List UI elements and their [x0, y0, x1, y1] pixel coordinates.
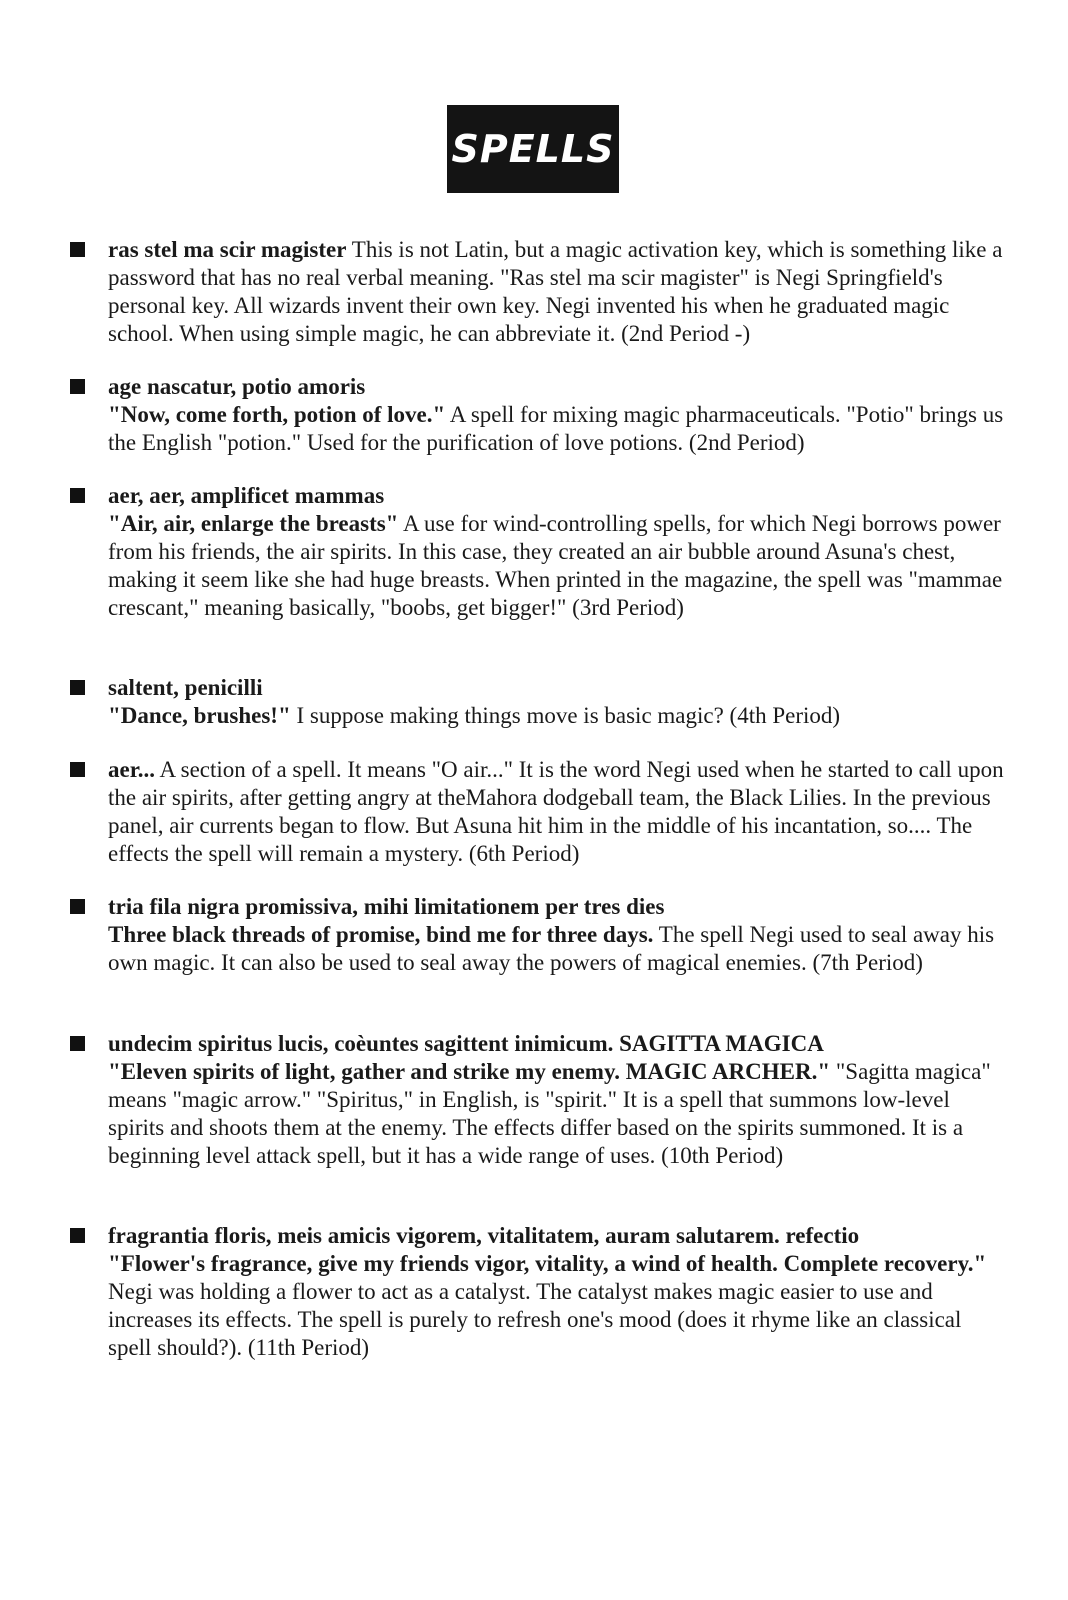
- spell-entry-body: [108, 236, 1008, 348]
- square-bullet-icon: [70, 762, 85, 777]
- spell-entry-body: [108, 893, 1008, 977]
- spell-translation: "Now, come forth, potion of love.": [108, 402, 446, 427]
- spell-description: A use for wind-controlling spells, for which Negi borrows power from his friends, the air spirits. In this case, they created an air bubble around Asuna's chest, making it seem like she had huge breasts. When printed in the magazine, the spell was "mammae crescant," meaning basically, "boobs, get bigger!" (3rd Period): [108, 511, 1003, 620]
- spell-entry-body: [108, 1030, 1008, 1170]
- square-bullet-icon: [70, 1228, 85, 1243]
- spell-description: I suppose making things move is basic magic? (4th Period): [296, 703, 841, 728]
- spell-term: ras stel ma scir magister: [108, 237, 347, 262]
- spell-translation: "Eleven spirits of light, gather and strike my enemy. MAGIC ARCHER.": [108, 1059, 831, 1084]
- page-title: SPELLS: [451, 127, 615, 171]
- spell-term: tria fila nigra promissiva, mihi limitationem per tres dies: [108, 894, 665, 919]
- spell-description: Negi was holding a flower to act as a catalyst. The catalyst makes magic easier to use and increases its effects. The spell is purely to refresh one's mood (does it rhyme like an classical spell should?). (11th Period): [108, 1279, 962, 1360]
- square-bullet-icon: [70, 680, 85, 695]
- spell-translation: Three black threads of promise, bind me for three days.: [108, 922, 654, 947]
- spell-description: This is not Latin, but a magic activation key, which is something like a password that has no real verbal meaning. "Ras stel ma scir magister" is Negi Springfield's personal key. All wizards invent their own key. Negi invented his when he graduated magic school. When using simple magic, he can abbreviate it. (2nd Period -): [108, 237, 1003, 346]
- spell-description: "Sagitta magica" means "magic arrow." "Spiritus," in English, is "spirit." It is a spell that summons low-level spirits and shoots them at the enemy. The effects differ based on the spirits summoned. It is a beginning level attack spell, but it has a wide range of uses. (10th Period): [108, 1059, 991, 1168]
- spell-entry-body: [108, 1222, 1008, 1362]
- spell-translation: "Air, air, enlarge the breasts": [108, 511, 399, 536]
- spell-entry-body: [108, 482, 1008, 622]
- spell-term: age nascatur, potio amoris: [108, 374, 366, 399]
- square-bullet-icon: [70, 1036, 85, 1051]
- spell-term: aer, aer, amplificet mammas: [108, 483, 385, 508]
- square-bullet-icon: [70, 242, 85, 257]
- spell-description: The spell Negi used to seal away his own magic. It can also be used to seal away the powers of magical enemies. (7th Period): [108, 922, 995, 975]
- spell-entry-body: [108, 756, 1008, 868]
- spell-term: saltent, penicilli: [108, 675, 263, 700]
- square-bullet-icon: [70, 899, 85, 914]
- spell-translation: "Flower's fragrance, give my friends vigor, vitality, a wind of health. Complete recovery.": [108, 1251, 987, 1276]
- spell-description: A spell for mixing magic pharmaceuticals. "Potio" brings us the English "potion." Used for the purification of love potions. (2nd Period): [108, 402, 1004, 455]
- square-bullet-icon: [70, 488, 85, 503]
- spell-translation: "Dance, brushes!": [108, 703, 291, 728]
- page-title-box: [447, 105, 619, 193]
- spell-term: undecim spiritus lucis, coèuntes sagittent inimicum. SAGITTA MAGICA: [108, 1031, 824, 1056]
- spell-entry-body: [108, 373, 1008, 457]
- spell-term: aer...: [108, 757, 156, 782]
- spell-entry-body: [108, 674, 1008, 730]
- spell-description: A section of a spell. It means "O air..." It is the word Negi used when he started to call upon the air spirits, after getting angry at theMahora dodgeball team, the Black Lilies. In the previous panel, air currents began to flow. But Asuna hit him in the middle of his incantation, so.... The effects the spell will remain a mystery. (6th Period): [108, 757, 1004, 866]
- spell-term: fragrantia floris, meis amicis vigorem, vitalitatem, auram salutarem. refectio: [108, 1223, 860, 1248]
- square-bullet-icon: [70, 379, 85, 394]
